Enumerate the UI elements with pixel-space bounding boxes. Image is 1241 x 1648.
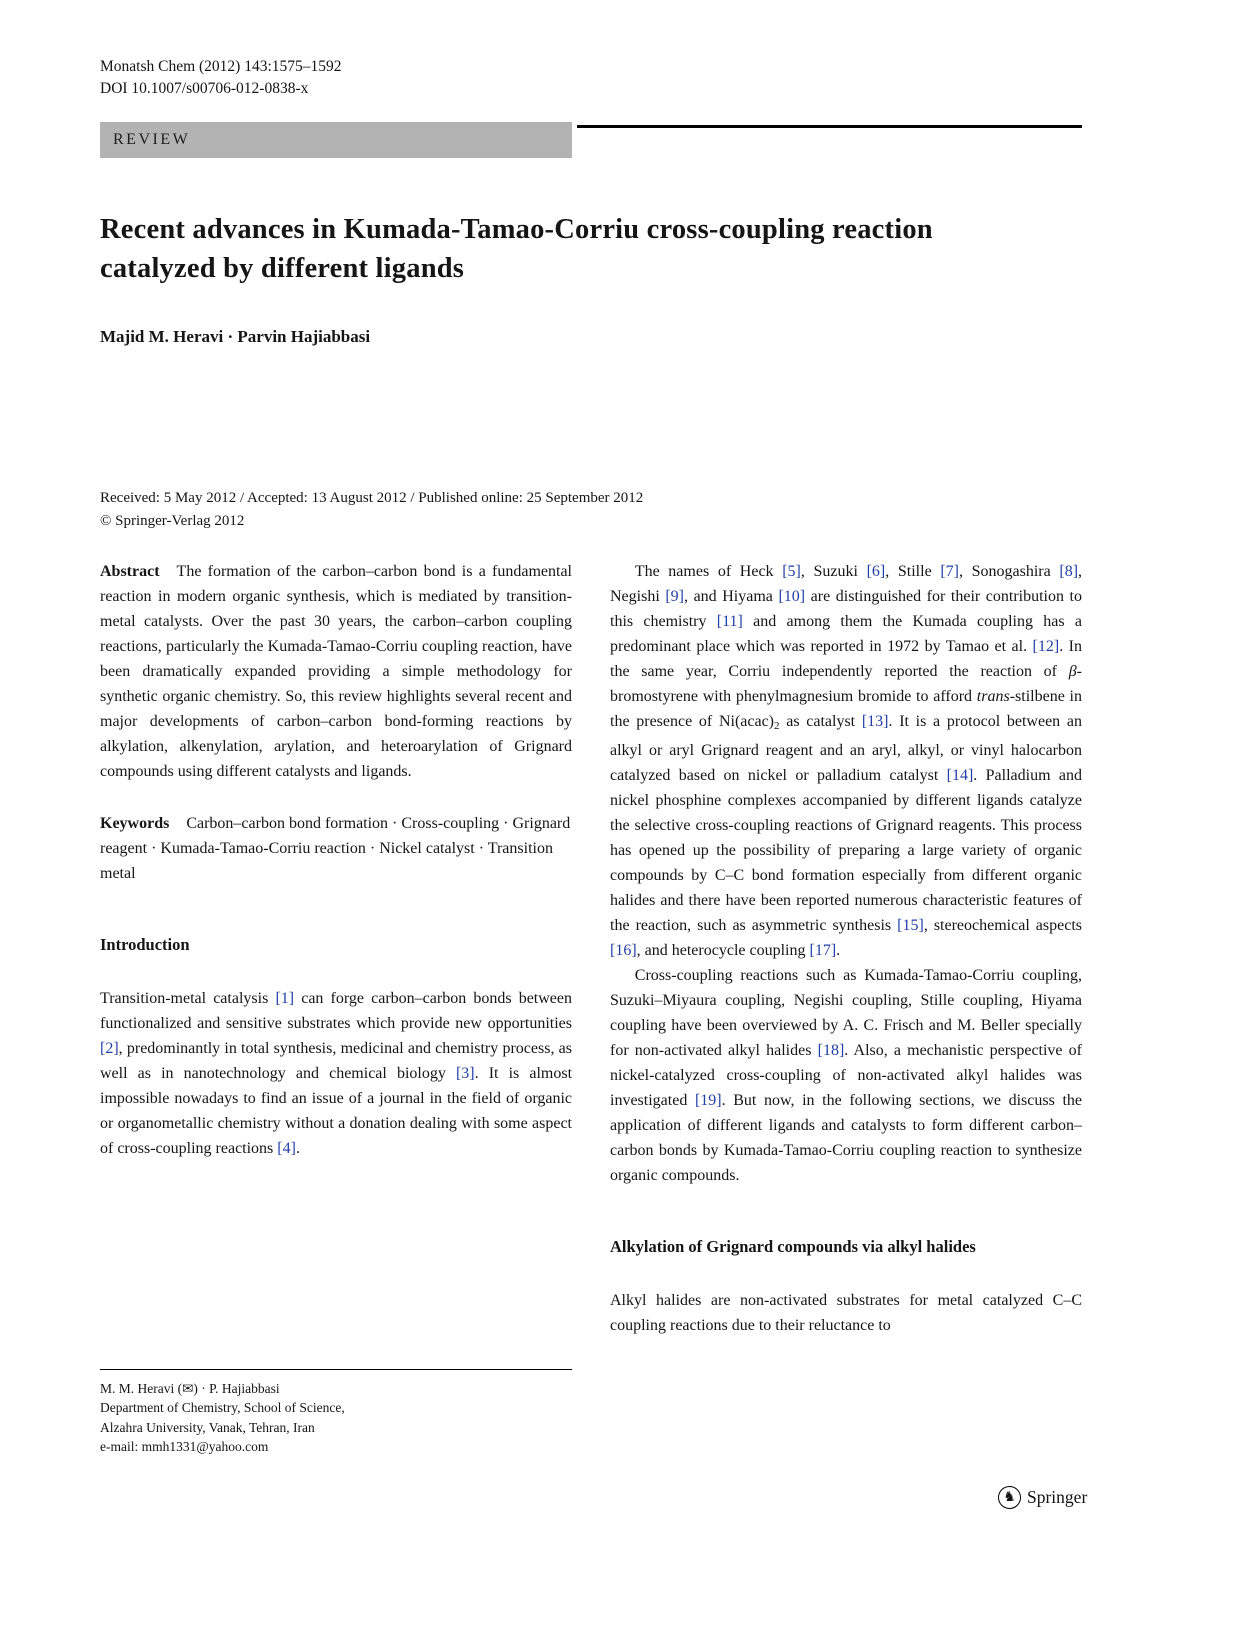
citation-ref-18[interactable]: [18] (817, 1042, 845, 1060)
text-run: -stilbene in the presence of Ni(acac) (610, 687, 1082, 730)
header-rule (577, 125, 1082, 128)
abstract-paragraph (100, 559, 572, 784)
citation-ref-17[interactable]: [17] (809, 942, 837, 960)
text-run: . Palladium and nickel phosphine complexes accompanied by different ligands catalyze the selective cross-coupling reactions of Grignard reagents. This process has opened up the possibility of preparing a large variety of organic compounds by C–C bond formation especially from different organic halides and there have been reported numerous characteristic features of the reaction, such as asymmetric synthesis (610, 767, 1083, 935)
citation-ref-14[interactable]: [14] (946, 767, 974, 785)
text-run: and among them the Kumada coupling has a predominant place which was reported in 1972 by Tamao et al. (610, 612, 1082, 655)
abstract-text: The formation of the carbon–carbon bond is a fundamental reaction in modern organic synthesis, which is mediated by transition-metal catalysts. Over the past 30 years, the carbon–carbon coupling reactions, particularly the Kumada-Tamao-Corriu coupling reaction, have been dramatically expanded providing a simple methodology for synthetic organic chemistry. So, this review highlights several recent and major developments of carbon–carbon bond-forming reactions by alkylation, alkenylation, arylation, and heteroarylation of Grignard compounds using different catalysts and ligands. (100, 562, 572, 780)
two-column-body (100, 559, 1082, 1457)
citation-ref-10[interactable]: [10] (778, 587, 806, 605)
right-column (610, 559, 1082, 1457)
journal-reference: Monatsh Chem (2012) 143:1575–1592 (100, 58, 342, 75)
body-paragraph-names-of-heck (610, 559, 1082, 964)
citation-ref-13[interactable]: [13] (861, 712, 889, 730)
citation-ref-9[interactable]: [9] (665, 587, 684, 605)
text-run: , and Hiyama (684, 587, 779, 605)
dates-line: Received: 5 May 2012 / Accepted: 13 August 2012 / Published online: 25 September 2012 (100, 489, 644, 506)
text-run: . It is a protocol between an alkyl or aryl Grignard reagent and an aryl, alkyl, or vinyl halocarbon catalyzed based on nickel or palladium catalyst (610, 712, 1082, 785)
abstract-label: Abstract (100, 562, 160, 580)
text-run: , and heterocycle coupling (636, 942, 810, 960)
body-paragraph-cross-coupling-overview (610, 963, 1082, 1188)
text-run: . But now, in the following sections, we discuss the application of different ligands and catalysts to form different carbon–carbon bonds by Kumada-Tamao-Corriu coupling reaction to synthesize organic compounds. (610, 1092, 1082, 1185)
text-run: . Also, a mechanistic perspective of nickel-catalyzed cross-coupling of non-activated alkyl halides was investigated (610, 1042, 1082, 1110)
text-run: The names of Heck (634, 562, 783, 580)
springer-horse-icon: ♞ (998, 1486, 1021, 1509)
citation-ref-15[interactable]: [15] (897, 917, 924, 935)
text-run: can forge carbon–carbon bonds between functionalized and sensitive substrates which provide new opportunities (100, 989, 573, 1032)
keywords-paragraph (100, 811, 572, 886)
citation-ref-1[interactable]: [1] (275, 989, 295, 1007)
footnote-university-line: Alzahra University, Vanak, Tehran, Iran (100, 1419, 315, 1435)
text-run: . (295, 1139, 300, 1157)
body-paragraph-alkyl-halides: Alkyl halides are non-activated substrates for metal catalyzed C–C coupling reactions due to their reluctance to (610, 1292, 1082, 1335)
introduction-paragraph (100, 986, 572, 1161)
doi-line: DOI 10.1007/s00706-012-0838-x (100, 80, 309, 97)
text-run: , Stille (885, 562, 941, 580)
citation-ref-8[interactable]: [8] (1059, 562, 1079, 580)
correspondence-footnote (100, 1369, 572, 1457)
text-run: are distinguished for their contribution to this chemistry (610, 587, 1083, 630)
text-run: , stereochemical aspects (923, 917, 1082, 935)
text-run: trans (976, 687, 1010, 705)
text-run: . In the same year, Corriu independently reported the reaction of (610, 637, 1082, 680)
citation-ref-12[interactable]: [12] (1032, 637, 1060, 655)
citation-ref-7[interactable]: [7] (940, 562, 959, 580)
citation-ref-6[interactable]: [6] (866, 562, 886, 580)
text-run: β (1068, 662, 1077, 680)
copyright-line: © Springer-Verlag 2012 (100, 512, 245, 529)
left-column (100, 559, 572, 1457)
citation-ref-11[interactable]: [11] (716, 612, 743, 630)
text-run: as catalyst (779, 712, 862, 730)
text-run: 2 (774, 719, 780, 732)
text-run: , predominantly in total synthesis, medicinal and chemistry process, as well as in nanotechnology and chemical biology (100, 1039, 572, 1082)
text-run: Transition-metal catalysis (100, 989, 276, 1007)
footnote-department-line: Department of Chemistry, School of Science, (100, 1400, 345, 1416)
author-names: Majid M. Heravi · Parvin Hajiabbasi (100, 326, 371, 346)
article-type-badge: REVIEW (100, 122, 572, 158)
footnote-email-line: e-mail: mmh1331@yahoo.com (100, 1439, 269, 1455)
text-run: . (836, 942, 841, 960)
text-run: Cross-coupling reactions such as Kumada-Tamao-Corriu coupling, Suzuki–Miyaura coupling, Negishi coupling, Stille coupling, Hiyama coupling have been overviewed by A. C. Frisch and M. Beller specially for non-activated alkyl halides (610, 967, 1082, 1060)
text-run: , Negishi (610, 562, 1083, 605)
text-run: , Suzuki (800, 562, 867, 580)
citation-ref-3[interactable]: [3] (455, 1064, 475, 1082)
keywords-text: Carbon–carbon bond formation · Cross-coupling · Grignard reagent · Kumada-Tamao-Corriu reaction · Nickel catalyst · Transition metal (100, 814, 571, 882)
article-title: Recent advances in Kumada-Tamao-Corriu cross-coupling reaction catalyzed by different ligands (100, 214, 933, 285)
introduction-heading: Introduction (100, 934, 190, 954)
citation-ref-16[interactable]: [16] (610, 942, 637, 960)
citation-ref-2[interactable]: [2] (100, 1039, 119, 1057)
keywords-label: Keywords (100, 814, 170, 832)
text-run: -bromostyrene with phenylmagnesium bromide to afford (610, 662, 1082, 705)
alkylation-section-heading: Alkylation of Grignard compounds via alkyl halides (610, 1237, 976, 1257)
text-run: . It is almost impossible nowadays to find an issue of a journal in the field of organic or organometallic chemistry without a donation dealing with some aspect of cross-coupling reactions (100, 1064, 573, 1157)
publisher-logo (998, 1486, 1087, 1509)
publisher-name: Springer (1027, 1487, 1088, 1507)
citation-ref-5[interactable]: [5] (782, 562, 801, 580)
page-content (100, 56, 1082, 1457)
citation-ref-19[interactable]: [19] (694, 1092, 722, 1110)
text-run: , Sonogashira (958, 562, 1060, 580)
citation-ref-4[interactable]: [4] (277, 1139, 296, 1157)
article-type-row (100, 122, 1082, 158)
footnote-authors-line: M. M. Heravi (✉) · P. Hajiabbasi (100, 1380, 280, 1396)
